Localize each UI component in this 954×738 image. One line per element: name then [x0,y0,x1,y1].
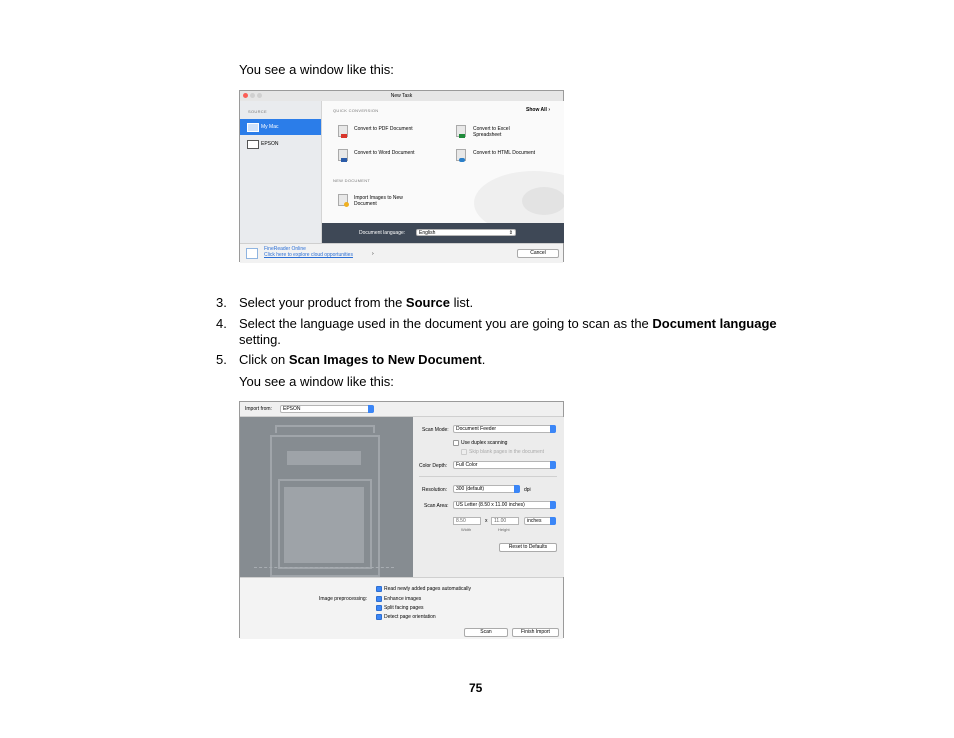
duplex-label: Use duplex scanning [461,440,508,446]
scan-button[interactable]: Scan [464,628,508,637]
preview-block [287,451,361,465]
preview-page-outline [275,425,375,433]
import-images-action[interactable] [338,194,438,210]
scan-mode-select[interactable] [453,425,556,433]
source-item-epson[interactable] [240,137,321,151]
height-label: Height [498,527,510,532]
action-label: Convert to PDF Document [354,126,413,132]
action-label: Convert to HTML Document [473,150,536,156]
show-all-link[interactable] [526,107,550,113]
convert-html-action[interactable] [456,149,556,165]
source-item-label: EPSON [261,141,279,147]
close-dot-icon [243,93,248,98]
scan-mode-value: Document Feeder [456,426,497,432]
action-label: Import Images to New Document [354,195,403,207]
step-bold-text: Document language [652,316,777,331]
document-language-value: English [419,230,436,236]
step-3-text [239,295,473,311]
scan-area-value: US Letter (8.50 x 11.00 inches) [456,502,525,508]
step-text: setting. [239,332,281,347]
step-text: list. [450,295,474,310]
step-5-text [239,352,485,368]
resolution-select[interactable] [453,485,520,493]
select-arrow-icon [550,517,556,525]
step-bold-text: Source [405,295,450,310]
action-label: Convert to Excel Spreadsheet [473,126,510,138]
preprocessing-option-label: Split facing pages [384,605,424,611]
new-task-window-screenshot [239,90,564,262]
source-item-label: My Mac [261,124,279,130]
color-depth-value: Full Color [456,462,478,468]
scan-settings-panel [413,417,564,577]
cloud-icon [246,248,258,259]
excel-document-icon [456,125,466,137]
width-field[interactable]: 8.50 [453,517,481,525]
computer-icon [247,123,259,132]
page-number: 75 [469,681,483,695]
units-value: inches [527,518,542,524]
step-text: Click on [239,352,289,367]
word-document-icon [338,149,348,161]
intro-text: You see a window like this: [239,62,394,77]
document-language-label: Document language: [359,230,406,236]
finereader-bar [240,243,563,263]
resolution-label: Resolution: [422,487,448,493]
width-label: Width [461,527,472,532]
step-text: Select your product from the [239,295,406,310]
select-arrow-icon [550,461,556,469]
import-from-bar [240,402,563,417]
detect-orientation-checkbox[interactable] [376,614,382,620]
chevron-right-icon: › [372,251,374,257]
pdf-document-icon [338,125,348,137]
html-document-icon [456,149,466,161]
duplex-checkbox[interactable] [453,440,459,446]
step-number: 5. [216,352,227,367]
units-select[interactable] [524,517,556,525]
scan-area-label: Scan Area: [424,503,449,509]
finish-import-button[interactable]: Finish Import [512,628,559,637]
read-pages-checkbox[interactable] [376,586,382,592]
import-from-label: Import from: [245,406,272,412]
source-label: SOURCE [248,109,267,114]
images-document-icon [338,194,348,206]
color-depth-label: Color Depth: [419,463,448,469]
document-language-bar [322,223,564,243]
import-window-screenshot [239,401,564,638]
reset-to-defaults-button[interactable]: Reset to Defaults [499,543,557,552]
convert-pdf-action[interactable] [338,125,438,141]
chevron-right-icon: › [548,107,550,113]
updown-icon: ⇕ [508,230,513,236]
task-panel [322,101,564,223]
split-pages-checkbox[interactable] [376,605,382,611]
select-arrow-icon [514,485,520,493]
resolution-value: 300 (default) [456,486,485,492]
select-arrow-icon [550,501,556,509]
document-language-select[interactable] [416,229,516,236]
read-pages-label: Read newly added pages automatically [384,586,471,592]
zoom-dot-icon [257,93,262,98]
resolution-unit: dpi [524,487,531,493]
new-document-label: NEW DOCUMENT [333,178,371,183]
skip-blank-checkbox[interactable] [461,449,467,455]
select-arrow-icon [550,425,556,433]
finereader-title: FineReader Online [264,246,306,252]
select-arrow-icon [368,405,374,413]
scan-mode-label: Scan Mode: [422,427,449,433]
show-all-label: Show All [526,107,547,113]
window-title: New Task [390,93,413,99]
color-depth-select[interactable] [453,461,556,469]
step-4-text [239,316,799,348]
source-sidebar [240,101,322,243]
minimize-dot-icon [250,93,255,98]
cancel-button[interactable]: Cancel [517,249,559,258]
preview-ruler [254,567,394,568]
scan-preview-area [240,417,413,577]
import-from-value: EPSON [283,406,301,412]
scanner-icon [247,140,259,149]
preview-block [284,487,364,563]
divider [419,476,557,477]
action-label: Convert to Word Document [354,150,415,156]
step-number: 3. [216,295,227,310]
step-bold-text: Scan Images to New Document [288,352,482,367]
import-options-panel [240,577,563,639]
step-text: . [481,352,486,367]
enhance-images-checkbox[interactable] [376,596,382,602]
image-preprocessing-label: Image preprocessing: [319,596,368,602]
step-number: 4. [216,316,227,331]
preprocessing-option-label: Detect page orientation [384,614,436,620]
preprocessing-option-label: Enhance images [384,596,422,602]
skip-blank-label: Skip blank pages in the document [469,449,545,455]
convert-excel-action[interactable] [456,125,556,141]
convert-word-action[interactable] [338,149,438,165]
intro-text-2: You see a window like this: [239,374,394,389]
source-item-my-mac[interactable] [240,119,321,135]
finereader-link[interactable]: Click here to explore cloud opportunities [264,252,353,258]
height-field[interactable]: 11.00 [491,517,519,525]
quick-conversion-label: QUICK CONVERSION [333,108,379,113]
dimension-separator: x [485,518,488,524]
step-text: Select the language used in the document you are going to scan as the [239,316,653,331]
import-from-select[interactable] [280,405,374,413]
scan-area-select[interactable] [453,501,556,509]
